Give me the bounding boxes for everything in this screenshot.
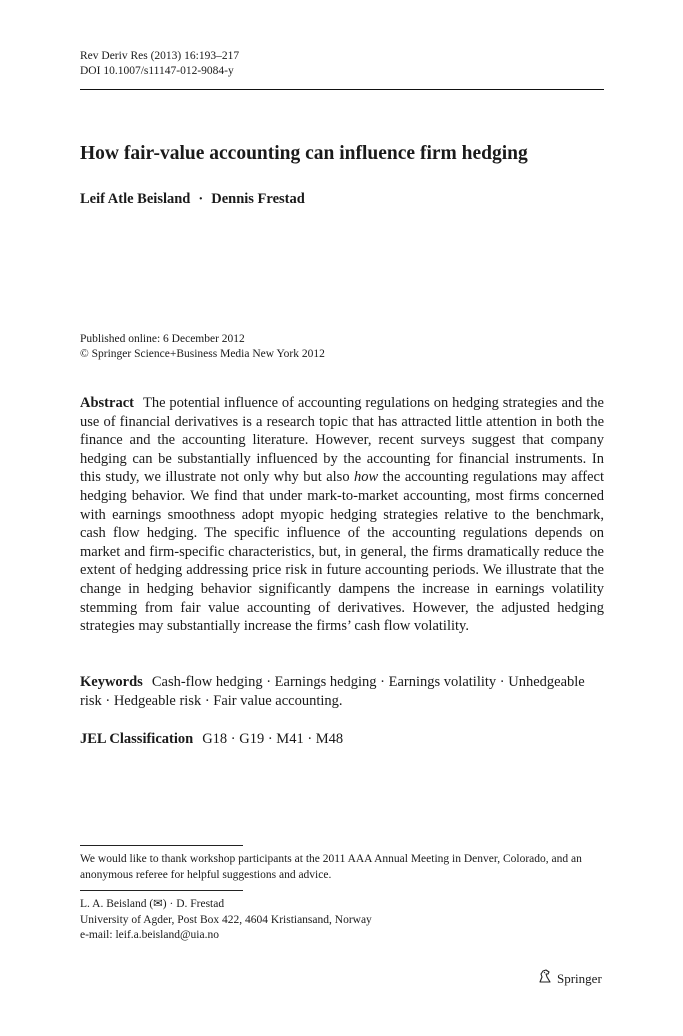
publication-info (80, 332, 325, 362)
acknowledgement-footnote: We would like to thank workshop participants at the 2011 AAA Annual Meeting in Denver, Colorado, and an anonymous referee for helpful suggestions and advice. (80, 853, 582, 881)
affiliation-rule (80, 890, 243, 891)
abstract-text: The potential influence of accounting regulations on hedging strategies and the use of financial derivatives is a research topic that has attracted little attention in both the finance and the accounting literature. However, recent surveys suggest that company hedging can be substantially influenced by the accounting for financial instruments. In this study, we illustrate not only why but also (80, 395, 604, 486)
publisher-name: Springer (557, 970, 602, 986)
doi[interactable]: DOI 10.1007/s11147-012-9084-y (80, 65, 234, 77)
author-name: Leif Atle Beisland (80, 191, 191, 207)
author-separator: · (198, 191, 204, 207)
affiliation (80, 897, 604, 944)
affiliation-email[interactable]: e-mail: leif.a.beisland@uia.no (80, 929, 219, 941)
jel-label: JEL Classification (80, 731, 194, 747)
author-list (80, 190, 305, 208)
footnote-rule (80, 845, 243, 846)
publisher-mark (537, 968, 602, 989)
author-name: Dennis Frestad (211, 191, 305, 207)
jel-codes: G18 · G19 · M41 · M48 (202, 731, 344, 747)
paper-title: How fair-value accounting can influence firm hedging (80, 143, 528, 164)
header-rule (80, 89, 604, 90)
copyright: © Springer Science+Business Media New York 2012 (80, 348, 325, 360)
journal-header (80, 49, 239, 79)
keywords-text: Cash-flow hedging · Earnings hedging · Earnings volatility · Unhedgeable risk · Hedgeable risk · Fair value accounting. (80, 674, 585, 709)
affiliation-address: University of Agder, Post Box 422, 4604 Kristiansand, Norway (80, 913, 372, 926)
journal-citation: Rev Deriv Res (2013) 16:193–217 (80, 50, 240, 62)
jel-classification (80, 730, 604, 749)
abstract-emphasis: how (354, 469, 379, 486)
published-date: Published online: 6 December 2012 (80, 333, 245, 345)
springer-horse-icon (537, 968, 557, 989)
abstract-label: Abstract (80, 395, 134, 411)
keywords (80, 673, 604, 711)
abstract-text-cont: the accounting regulations may affect hedging behavior. We find that under mark-to-market accounting, most firms concerned with earnings smoothness adopt myopic hedging strategies relative to the benchmark, cash flow hedging. The specific influence of the accounting regulations depends on market and firm-specific characteristics, but, in general, the firms dramatically reduce the extent of hedging addressing price risk in future accounting periods. We illustrate that the change in hedging behavior significantly dampens the increase in earnings volatility stemming from fair value accounting of derivatives. However, the adjusted hedging strategies may substantially increase the firms’ cash flow volatility. (80, 469, 604, 635)
keywords-label: Keywords (80, 674, 143, 690)
affiliation-names: L. A. Beisland (✉) · D. Frestad (80, 898, 225, 910)
abstract (80, 394, 604, 636)
